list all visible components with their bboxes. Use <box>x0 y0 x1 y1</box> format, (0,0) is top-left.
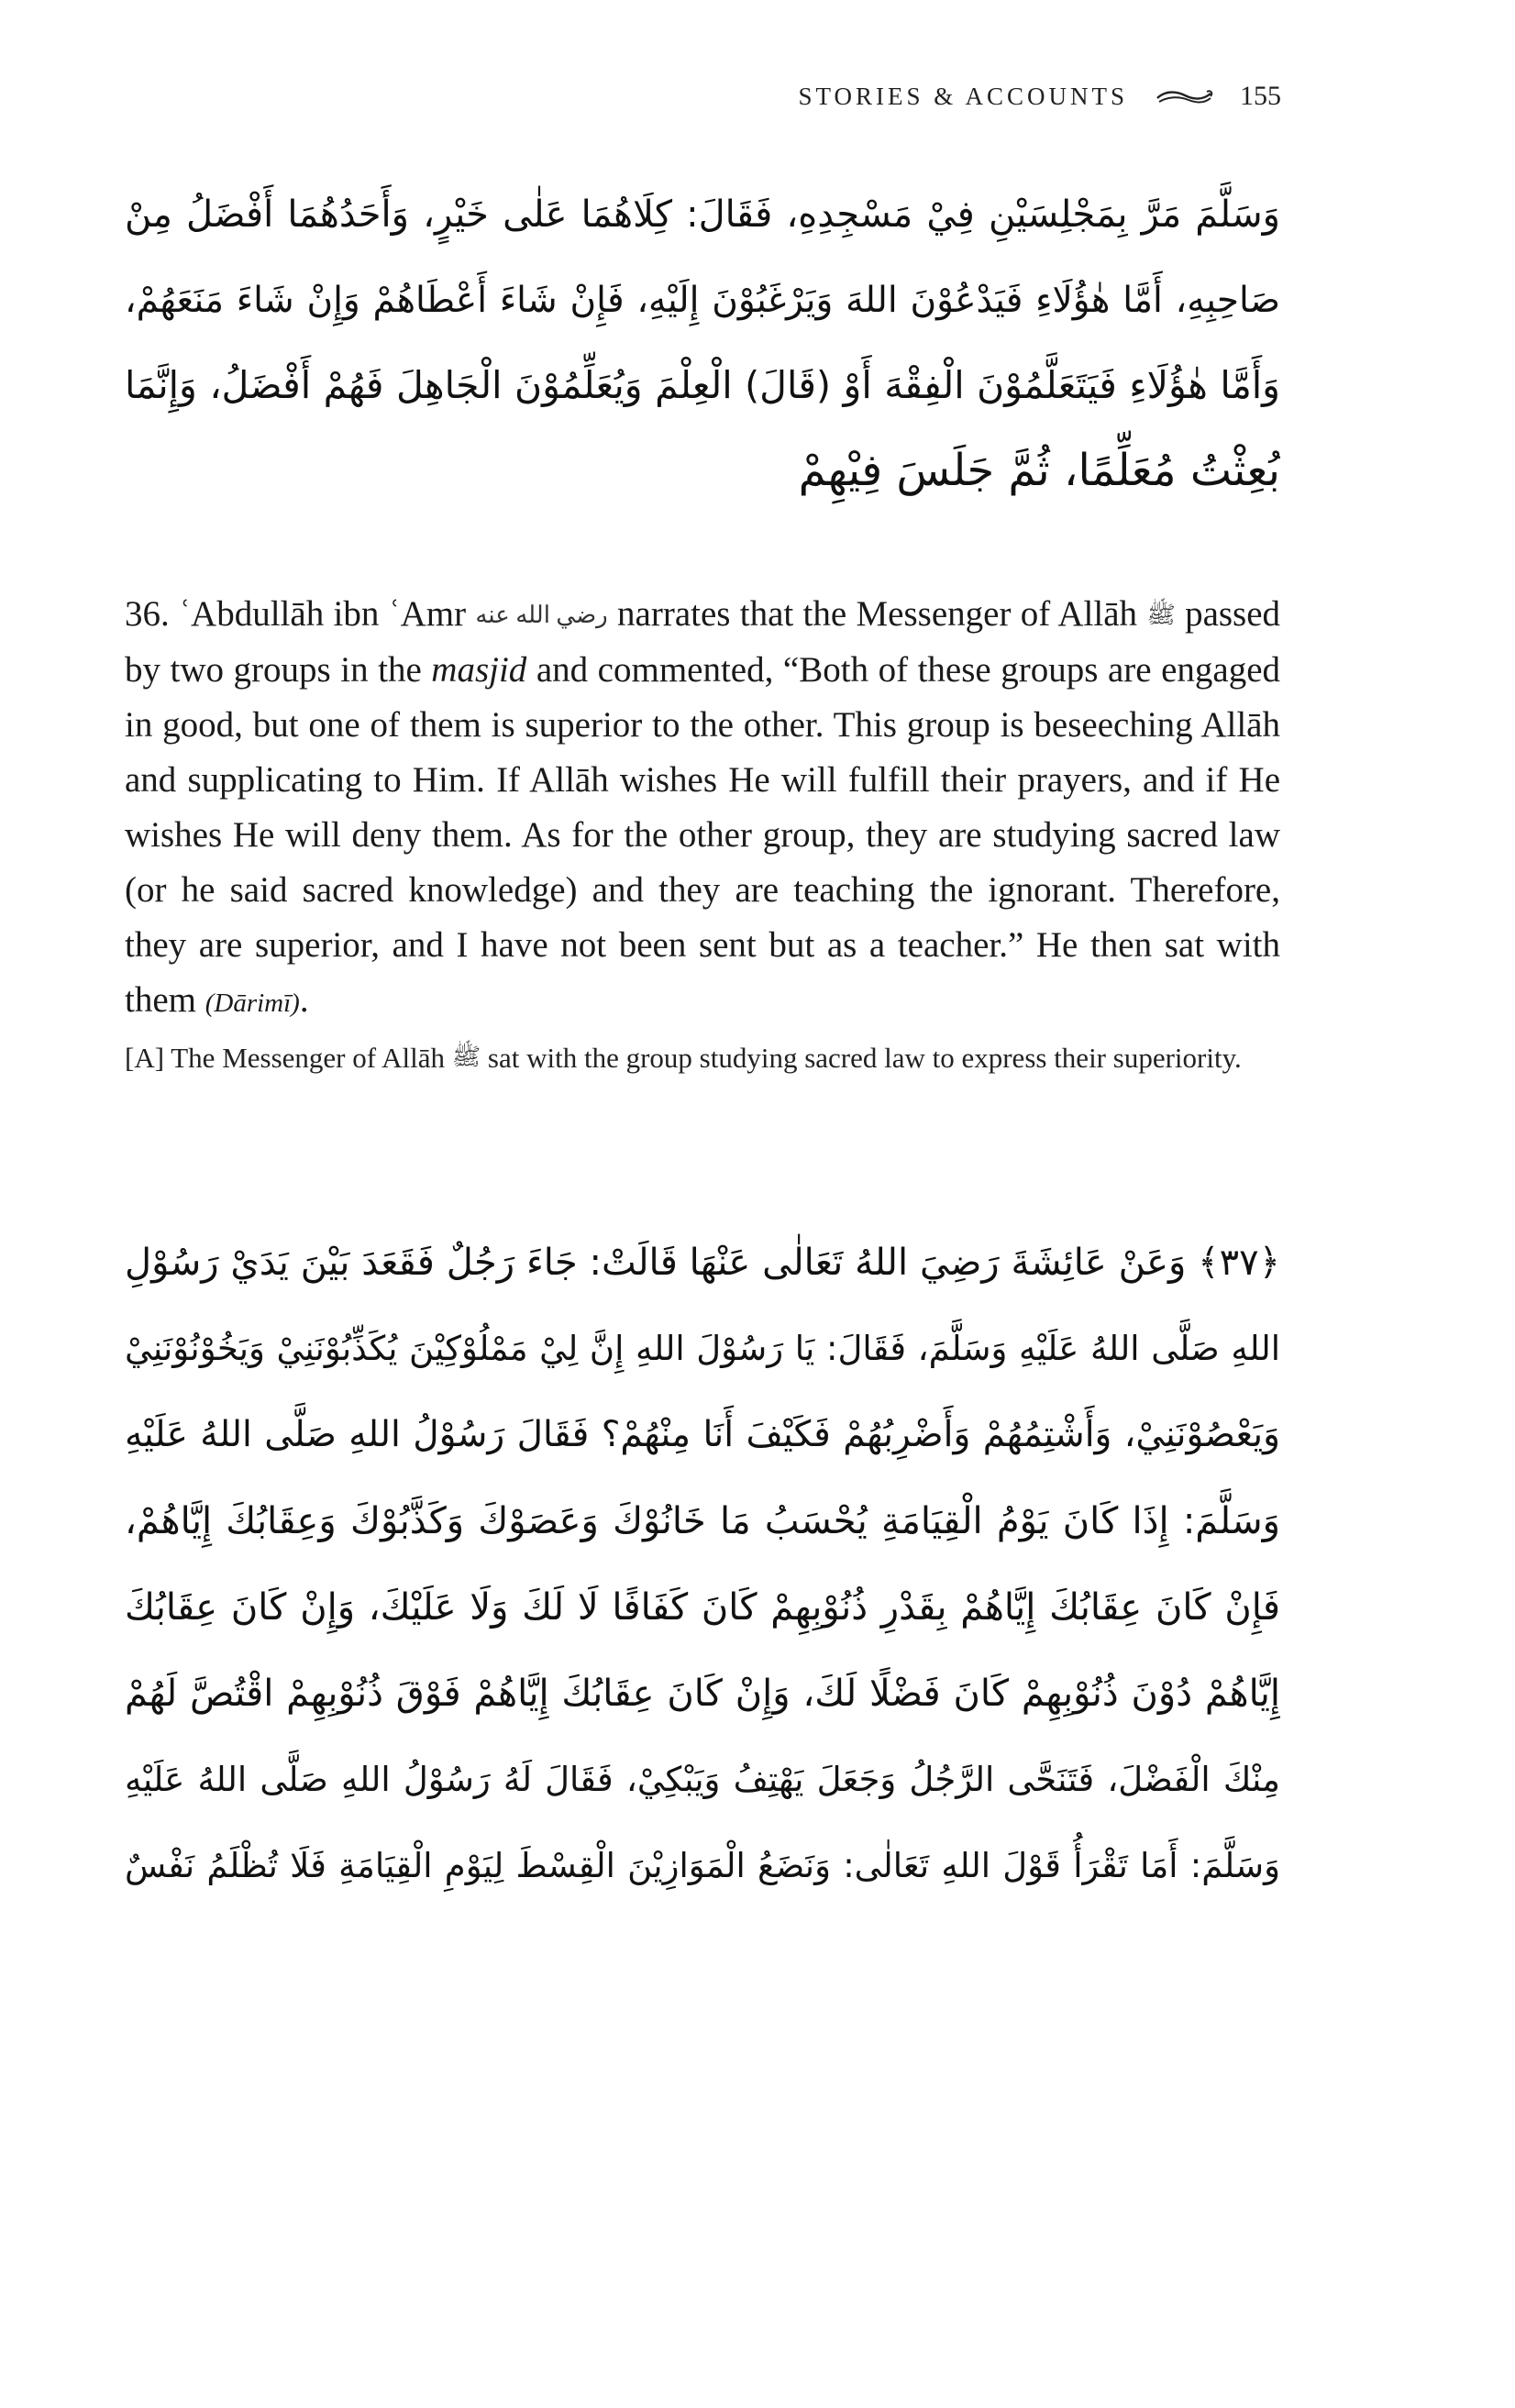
arabic-line: وَسَلَّمَ: أَمَا تَقْرَأُ قَوْلَ اللهِ تَعَالٰى: وَنَضَعُ الْمَوَازِيْنَ الْقِسْطَ لِيَوْمِ الْقِيَامَةِ فَلَا تُظْلَمُ نَفْسٌ <box>125 1846 1280 1885</box>
note-tag: [A] <box>125 1042 165 1074</box>
companion-honorific-glyph: رضي الله عنه <box>475 602 608 628</box>
arabic-hadith-37 <box>125 1220 1280 1909</box>
page-number: 155 <box>1240 81 1281 111</box>
prophet-honorific-glyph: ﷺ <box>451 1044 481 1070</box>
translation-hadith-36 <box>125 587 1280 1031</box>
commentary-note <box>125 1034 1280 1081</box>
arabic-line: صَاحِبِهِ، أَمَّا هٰؤُلَاءِ فَيَدْعُوْنَ اللهَ وَيَرْغَبُوْنَ إِلَيْهِ، فَإِنْ شَاءَ أَعْطَاهُمْ وَإِنْ شَاءَ مَنَعَهُمْ، <box>125 280 1280 321</box>
scroll-ornament-icon <box>1154 85 1214 107</box>
arabic-line: اللهِ صَلَّى اللهُ عَلَيْهِ وَسَلَّمَ، فَقَالَ: يَا رَسُوْلَ اللهِ إِنَّ لِيْ مَمْلُوْكِيْنَ يُكَذِّبُوْنَنِيْ وَيَخُوْنُوْنَنِيْ <box>125 1329 1280 1368</box>
running-title: STORIES & ACCOUNTS <box>798 82 1128 110</box>
note-text: The Messenger of Allāh <box>171 1042 445 1074</box>
translation-text: passed by two groups in the <box>125 594 1281 690</box>
arabic-line: فَإِنْ كَانَ عِقَابُكَ إِيَّاهُمْ بِقَدْرِ ذُنُوْبِهِمْ كَانَ كَفَافًا لَا لَكَ وَلَا عَلَيْكَ، وَإِنْ كَانَ عِقَابُكَ <box>125 1586 1280 1629</box>
hadith-number: 36. <box>125 594 170 634</box>
arabic-line: بُعِثْتُ مُعَلِّمًا، ثُمَّ جَلَسَ فِيْهِمْ <box>798 445 1280 496</box>
arabic-line: إِيَّاهُمْ دُوْنَ ذُنُوْبِهِمْ كَانَ فَضْلًا لَكَ، وَإِنْ كَانَ عِقَابُكَ إِيَّاهُمْ فَوْقَ ذُنُوْبِهِمْ اقْتُصَّ لَهُمْ <box>125 1673 1280 1715</box>
arabic-hadith-36 <box>125 172 1280 514</box>
prophet-honorific-glyph: ﷺ <box>1146 602 1176 628</box>
arabic-line: مِنْكَ الْفَضْلَ، فَتَنَحَّى الرَّجُلُ وَجَعَلَ يَهْتِفُ وَيَبْكِيْ، فَقَالَ لَهُ رَسُوْلُ اللهِ صَلَّى اللهُ عَلَيْهِ <box>125 1760 1280 1799</box>
translation-text: and commented, “Both of these groups are engaged in good, but one of them is superior to the other. This group is beseeching Allāh and supplicating to Him. If Allāh wishes He will fulfill their prayers, and if He wishes He will deny them. As for the other group, they are studying sacred law (or he said sacred knowledge) and they are teaching the ignorant. Therefore, they are superior, and I have not been sent but as a teacher.” He then sat with them <box>125 650 1281 1020</box>
arabic-line: وَسَلَّمَ: إِذَا كَانَ يَوْمُ الْقِيَامَةِ يُحْسَبُ مَا خَانُوْكَ وَعَصَوْكَ وَكَذَّبُوْكَ وَعِقَابُكَ إِيَّاهُمْ، <box>125 1500 1280 1542</box>
translation-text: ʿAbdullāh ibn ʿAmr <box>179 594 467 634</box>
translation-text: . <box>299 980 309 1020</box>
arabic-line: وَأَمَّا هٰؤُلَاءِ فَيَتَعَلَّمُوْنَ الْفِقْهَ أَوْ (قَالَ) الْعِلْمَ وَيُعَلِّمُوْنَ الْجَاهِلَ فَهُمْ أَفْضَلُ، وَإِنَّمَا <box>125 363 1280 407</box>
translation-text: narrates that the Messenger of Allāh <box>617 594 1138 634</box>
running-header <box>798 81 1281 112</box>
arabic-line: وَيَعْصُوْنَنِيْ، وَأَشْتِمُهُمْ وَأَضْرِبُهُمْ فَكَيْفَ أَنَا مِنْهُمْ؟ فَقَالَ رَسُوْلُ اللهِ صَلَّى اللهُ عَلَيْهِ <box>125 1414 1280 1455</box>
arabic-line: وَسَلَّمَ مَرَّ بِمَجْلِسَيْنِ فِيْ مَسْجِدِهِ، فَقَالَ: كِلَاهُمَا عَلٰى خَيْرٍ، وَأَحَدُهُمَا أَفْضَلُ مِنْ <box>125 193 1280 236</box>
note-text: sat with the group studying sacred law to express their superiority. <box>487 1042 1242 1074</box>
italic-term: masjid <box>431 650 527 690</box>
arabic-line: ﴿٣٧﴾ وَعَنْ عَائِشَةَ رَضِيَ اللهُ تَعَالٰى عَنْهَا قَالَتْ: جَاءَ رَجُلٌ فَقَعَدَ بَيْنَ يَدَيْ رَسُوْلِ <box>125 1242 1280 1284</box>
source-reference: (Dārimī) <box>205 989 300 1018</box>
